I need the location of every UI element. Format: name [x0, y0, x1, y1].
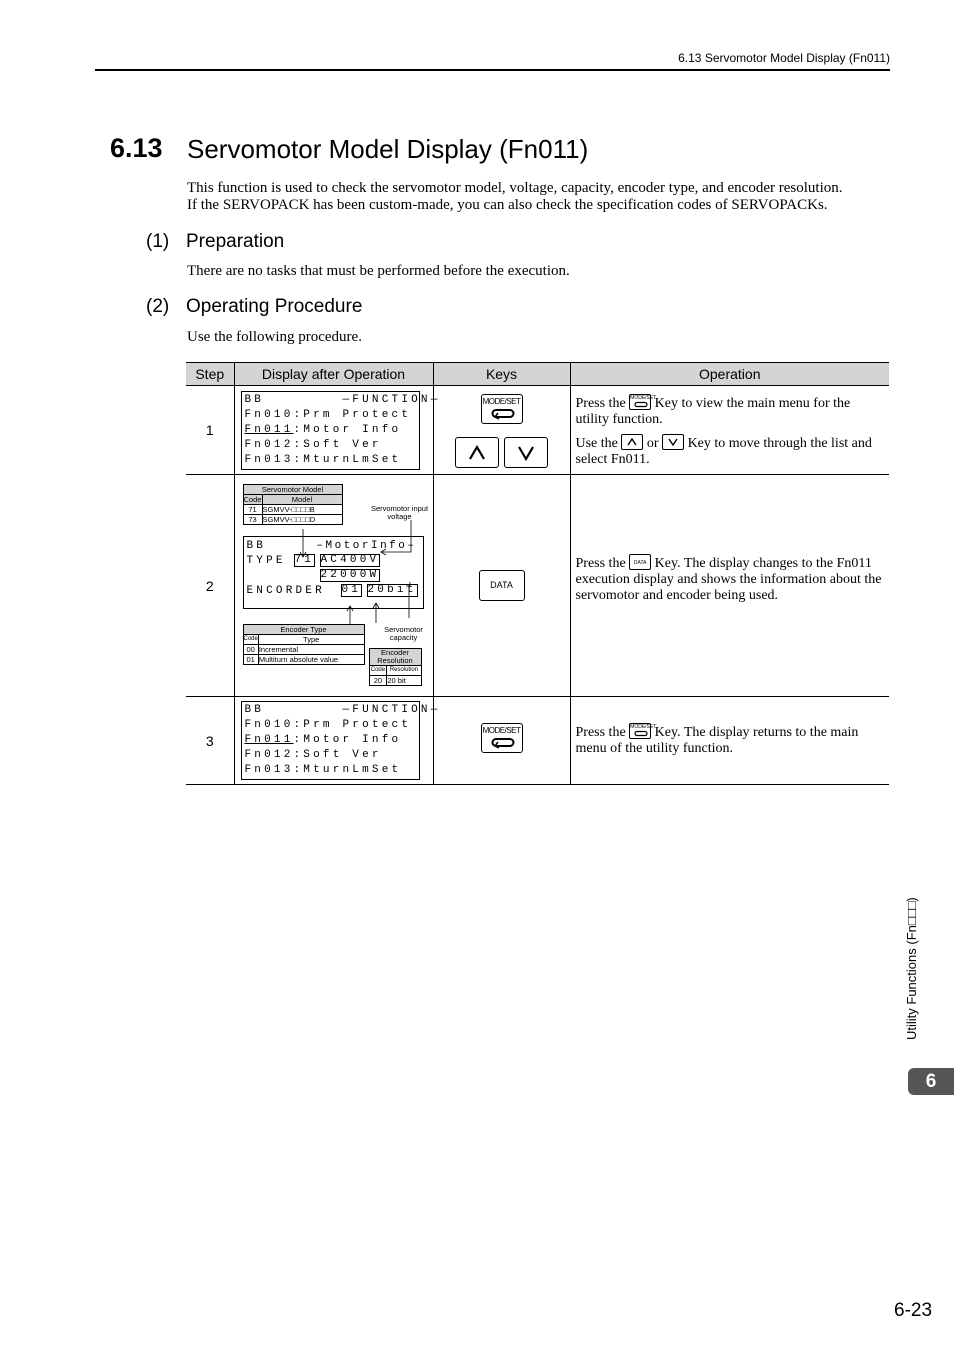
intro-line-1: This function is used to check the servomotor model, voltage, capacity, encoder type, and encoder resolution.	[187, 180, 843, 196]
step-number: 2	[186, 475, 234, 697]
page-number: 6-23	[894, 1300, 933, 1321]
procedure-number: (2)	[146, 296, 170, 317]
table-row	[186, 697, 889, 785]
display-item-label: :Motor Info	[293, 423, 402, 436]
chapter-tab: 6	[908, 1068, 954, 1095]
header-display: Display after Operation	[234, 363, 433, 386]
display-line: Fn012:Soft Ver	[244, 438, 382, 451]
display-line	[245, 423, 416, 438]
capacity-label: Servomotor capacity	[384, 624, 423, 642]
display-line: Fn012:Soft Ver	[244, 749, 382, 761]
chapter-side-label: Utility Functions (Fn□□□)	[904, 897, 919, 1040]
procedure-heading	[146, 296, 362, 318]
procedure-table	[186, 362, 889, 785]
up-key-icon	[621, 434, 643, 450]
header-rule	[95, 69, 890, 71]
operation-text: Press the MODE/SET Key to view the main menu for the utility function.	[575, 395, 851, 427]
mode-set-key-icon: MODE/SET	[629, 723, 651, 739]
display-line: Fn010:Prm Protect	[244, 408, 412, 421]
table-row	[186, 386, 889, 475]
display-cursor-item: Fn011	[244, 423, 294, 436]
up-key[interactable]	[455, 437, 499, 468]
mode-set-key[interactable]: MODE/SET	[481, 723, 523, 753]
preparation-text: There are no tasks that must be performed before the execution.	[187, 263, 570, 279]
preparation-number: (1)	[146, 231, 170, 252]
voltage-label: Servomotor input voltage	[370, 503, 429, 521]
encoder-type-table: Encoder Type Code Type 00 Incremental 01 Multiturn absolute value	[243, 624, 365, 665]
operator-display	[241, 391, 441, 470]
data-key-icon: DATA	[629, 554, 651, 570]
display-cursor-item: Fn011	[244, 734, 294, 746]
display-line: Fn010:Prm Protect	[244, 719, 412, 731]
operation-text: Use the or Key to move through the list and select Fn011.	[575, 436, 872, 467]
motor-info-diagram	[235, 476, 433, 696]
running-header: 6.13 Servomotor Model Display (Fn011)	[678, 51, 890, 65]
procedure-title: Operating Procedure	[186, 296, 363, 317]
section-title: Servomotor Model Display (Fn011)	[187, 134, 589, 164]
mode-set-key-icon: MODE/SET	[629, 394, 651, 410]
down-key-icon	[662, 434, 684, 450]
encoder-resolution-table: Encoder Resolution Code Resolution 20 20 bit	[369, 648, 422, 686]
table-row	[186, 475, 889, 697]
mode-set-key[interactable]: MODE/SET	[481, 394, 523, 424]
display-line	[245, 733, 416, 748]
display-line: Fn013:MturnLmSet	[244, 453, 402, 466]
header-operation: Operation	[570, 363, 889, 386]
display-line: BB —FUNCTION—	[244, 393, 441, 406]
return-arrow-icon	[491, 407, 515, 421]
motor-info-display: BB –MotorInfo– TYPE 71 AC400V 22000W ENCORDER 01 20bit	[243, 536, 424, 609]
operator-display	[241, 701, 441, 780]
servomotor-model-table: Servomotor Model Code Model 71 SGMVV-□□□□B 73 SGMVV-□□□□D	[243, 484, 343, 525]
operation-text: Press the DATA Key. The display changes to the Fn011 execution display and shows the information about the servomotor and encoder being used.	[575, 555, 882, 603]
table-header-row	[186, 363, 889, 386]
intro-line-2: If the SERVOPACK has been custom-made, you can also check the specification codes of SERVOPACKs.	[187, 197, 828, 213]
down-key[interactable]	[504, 437, 548, 468]
preparation-heading	[146, 231, 284, 253]
chevron-down-icon	[517, 444, 535, 462]
preparation-title: Preparation	[186, 231, 285, 252]
chevron-up-icon	[468, 444, 486, 462]
operation-text: Press the MODE/SET Key. The display returns to the main menu of the utility function.	[575, 724, 859, 756]
display-line: Fn013:MturnLmSet	[244, 764, 402, 776]
display-line: BB —FUNCTION—	[244, 704, 441, 716]
display-item-label: :Motor Info	[293, 734, 402, 746]
procedure-text: Use the following procedure.	[187, 329, 362, 345]
header-step: Step	[186, 363, 234, 386]
step-number: 1	[186, 386, 234, 475]
data-key[interactable]: DATA	[479, 570, 525, 601]
step-number: 3	[186, 697, 234, 785]
return-arrow-icon	[491, 736, 515, 750]
header-keys: Keys	[433, 363, 570, 386]
section-number: 6.13	[110, 133, 163, 163]
